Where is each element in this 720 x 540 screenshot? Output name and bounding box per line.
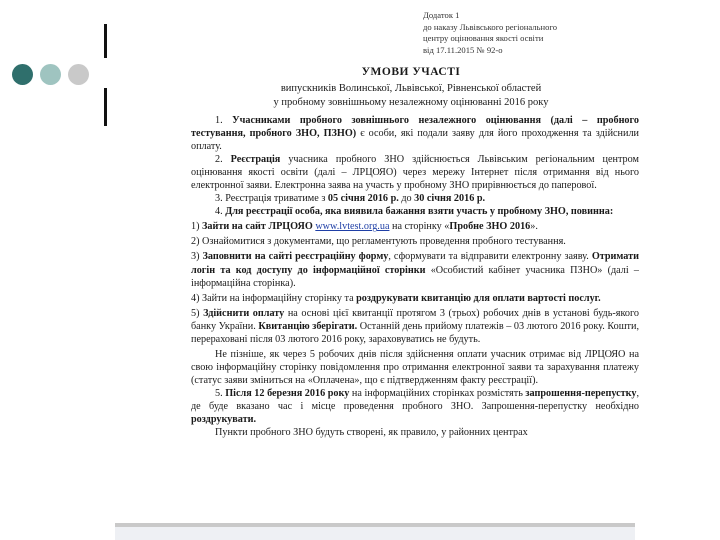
slide-decoration-dots xyxy=(12,64,89,85)
step-5: 5) Здійснити оплату на основі цієї квитанції протягом 3 (трьох) робочих днів в установі будь-якого банку України. Квитанцію зберігати. Останній день прийому платежів – 03 лютого 2016 року. Кошти, перераховані після 03 лютого 2016 року, зараховуватись не будуть. xyxy=(191,307,639,345)
dot-light xyxy=(68,64,89,85)
section-3: 3. Реєстрація триватиме з 05 січня 2016 р. до 30 січня 2016 р. xyxy=(215,193,486,205)
payment-note: Не пізніше, як через 5 робочих днів після здійснення оплати учасник отримає від ЛРЦОЯО на свою інформаційну сторінку повідомлення про отримання електронної заяви та зарахування платежу (статус заяви зміниться на «Оплачена», що є підтвердженням факту реєстрації). xyxy=(191,348,639,386)
section-1: 1. Учасниками пробного зовнішнього незалежного оцінювання (далі – пробного тестування, пробного ЗНО, ПЗНО) є особи, які подали заяву для його проходження та здійснили оплату. xyxy=(191,115,639,153)
subtitle-line: випускників Волинської, Львівської, Рівненської областей xyxy=(280,83,542,94)
section-2: 2. Реєстрація учасника пробного ЗНО здійснюється Львівським регіональним центром оцінювання якості освіти (далі – ЛРЦОЯО) через мережу Інтернет після отримання від нього електронної заяви. Електронна заява на участь у пробному ЗНО прирівнюється до паперової. xyxy=(191,154,639,192)
section-4: 4. Для реєстрації особа, яка виявила бажання взяти участь у пробному ЗНО, повинна: xyxy=(215,206,614,218)
scanned-document xyxy=(183,0,639,527)
header-line: до наказу Львівського регіонального xyxy=(423,21,557,32)
scan-bottom-strip xyxy=(115,527,635,540)
slide-vertical-rule-bottom xyxy=(104,88,107,126)
section-5: 5. Після 12 березня 2016 року на інформаційних сторінках розмістять запрошення-перепустку, де буде вказано час і місце проведення пробного ЗНО. Запрошення-перепустку необхідно роздрукувати. xyxy=(191,387,639,426)
header-line: центру оцінювання якості освіти xyxy=(423,33,544,43)
dot-dark xyxy=(12,64,33,85)
document-header xyxy=(423,10,557,56)
step-3: 3) Заповнити на сайті реєстраційну форму, сформувати та відправити електронну заяву. Отримати логін та код доступу до інформаційної сторінки «Особистий кабінет учасника ПЗНО» (далі – інформаційна сторінка). xyxy=(191,251,639,289)
site-link[interactable]: www.lvtest.org.ua xyxy=(315,221,390,233)
step-2: 2) Ознайомитися з документами, що регламентують проведення пробного тестування. xyxy=(191,236,566,248)
dot-medium xyxy=(40,64,61,85)
slide-vertical-rule-top xyxy=(104,24,107,58)
last-line: Пункти пробного ЗНО будуть створені, як правило, у районних центрах xyxy=(215,427,528,439)
step-1: 1) Зайти на сайт ЛРЦОЯО www.lvtest.org.ua на сторінку «Пробне ЗНО 2016». xyxy=(191,221,538,233)
subtitle-line: у пробному зовнішньому незалежному оцінюванні 2016 року xyxy=(273,96,549,108)
document-body xyxy=(191,114,639,439)
header-line: Додаток 1 xyxy=(423,10,460,20)
document-subtitle xyxy=(183,82,639,109)
step-4: 4) Зайти на інформаційну сторінку та роздрукувати квитанцію для оплати вартості послуг. xyxy=(191,292,601,304)
header-line: від 17.11.2015 № 92-о xyxy=(423,44,503,55)
document-title: УМОВИ УЧАСТІ xyxy=(361,66,461,78)
